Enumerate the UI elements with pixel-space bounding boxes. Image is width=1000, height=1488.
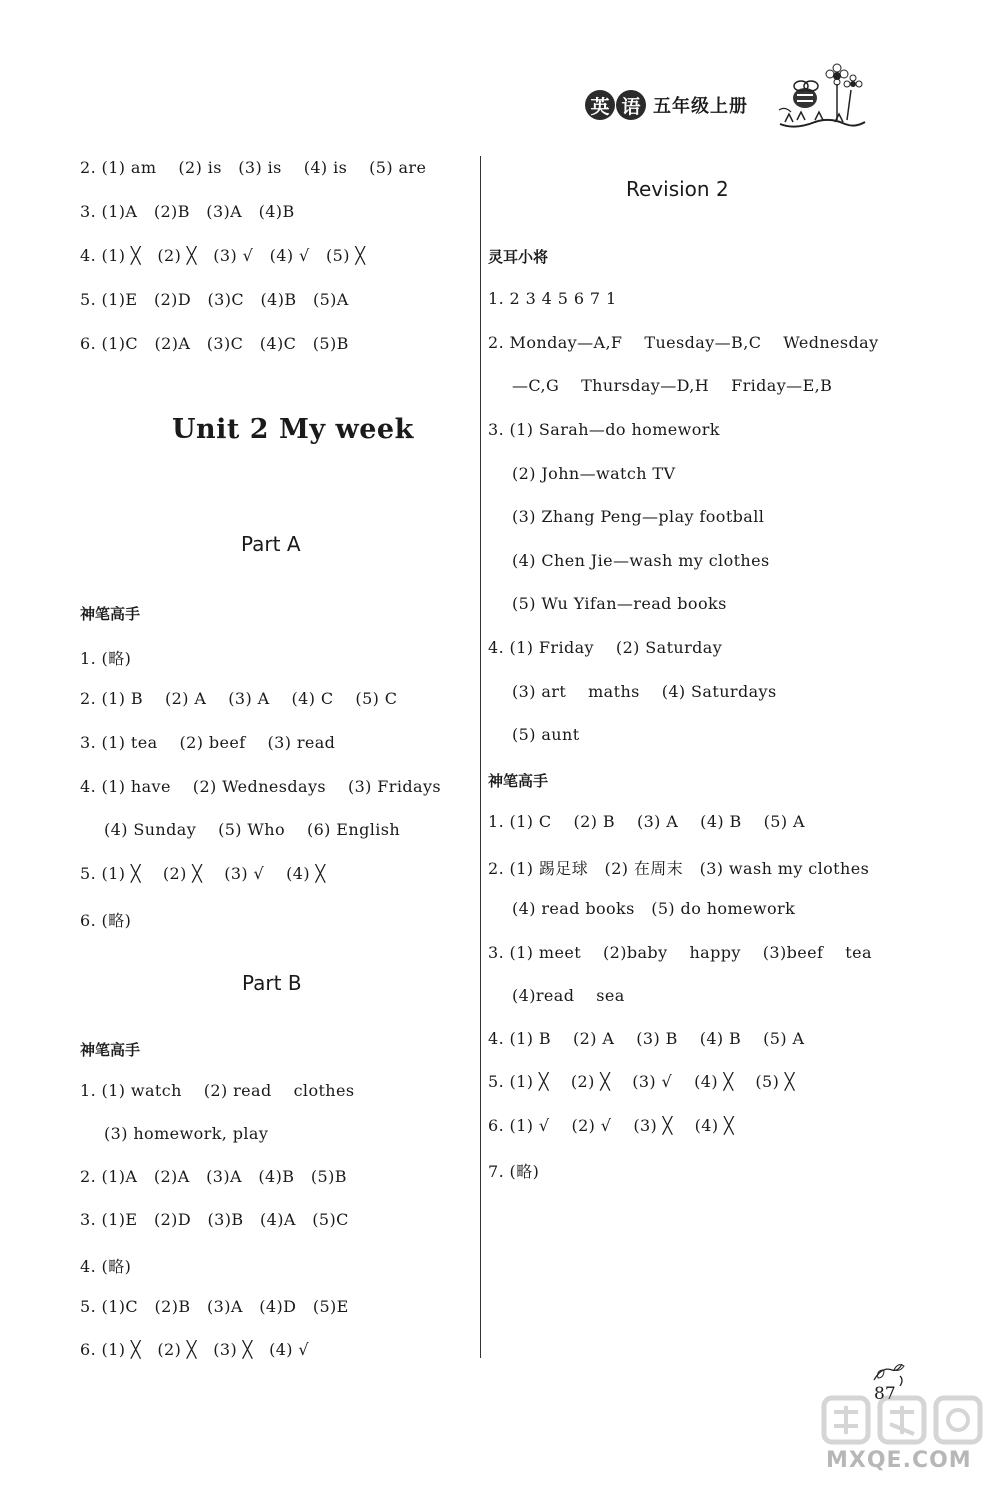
part-b-title: Part B <box>242 971 302 995</box>
answer-line: 5. (1) ╳ (2) ╳ (3) √ (4) ╳ (5) ╳ <box>488 1072 795 1091</box>
answer-line: 5. (1)E (2)D (3)C (4)B (5)A <box>80 290 349 309</box>
answer-line: 1. (1) watch (2) read clothes <box>80 1081 355 1100</box>
answer-line: (5) Wu Yifan—read books <box>512 594 727 613</box>
answer-line: 1. (1) C (2) B (3) A (4) B (5) A <box>488 812 805 831</box>
answer-line: 7. (略) <box>488 1162 540 1181</box>
leaf-icon <box>868 1360 908 1386</box>
answer-line: 3. (1)A (2)B (3)A (4)B <box>80 202 295 221</box>
answer-line: (2) John—watch TV <box>512 464 676 483</box>
watermark-logo <box>820 1392 990 1448</box>
answer-line: 6. (1) ╳ (2) ╳ (3) ╳ (4) √ <box>80 1340 310 1359</box>
answer-line: (4) Chen Jie—wash my clothes <box>512 551 770 570</box>
grade-label: 五年级上册 <box>653 96 748 117</box>
answer-line: (3) art maths (4) Saturdays <box>512 682 777 701</box>
answer-line: 4. (1) ╳ (2) ╳ (3) √ (4) √ (5) ╳ <box>80 246 366 265</box>
answer-line: 1. 2 3 4 5 6 7 1 <box>488 289 617 308</box>
bee-flower-icon <box>775 62 870 132</box>
answer-line: 1. (略) <box>80 649 132 668</box>
answer-line: (3) Zhang Peng—play football <box>512 507 765 526</box>
section-heading: 神笔高手 <box>488 772 549 790</box>
page-number: 87 <box>874 1384 896 1404</box>
answer-line: 6. (1)C (2)A (3)C (4)C (5)B <box>80 334 349 353</box>
answer-line: 2. Monday—A,F Tuesday—B,C Wednesday <box>488 333 879 352</box>
subject-char-1: 英 <box>585 90 615 120</box>
watermark-text: MXQE.COM <box>826 1448 972 1473</box>
page-header <box>585 62 885 142</box>
answer-line: (5) aunt <box>512 725 580 744</box>
answer-line: 6. (略) <box>80 911 132 930</box>
answer-line: (4) read books (5) do homework <box>512 899 796 918</box>
answer-line: —C,G Thursday—D,H Friday—E,B <box>512 376 833 395</box>
answer-line: 3. (1) tea (2) beef (3) read <box>80 733 336 752</box>
answer-line: 3. (1) meet (2)baby happy (3)beef tea <box>488 943 872 962</box>
answer-line: 3. (1)E (2)D (3)B (4)A (5)C <box>80 1210 349 1229</box>
answer-line: 2. (1)A (2)A (3)A (4)B (5)B <box>80 1167 347 1186</box>
section-heading: 灵耳小将 <box>488 248 549 266</box>
answer-line: 4. (1) have (2) Wednesdays (3) Fridays <box>80 777 442 796</box>
answer-line: 2. (1) B (2) A (3) A (4) C (5) C <box>80 689 398 708</box>
column-divider <box>480 156 481 1358</box>
unit-title: Unit 2 My week <box>172 414 414 445</box>
answer-line: (3) homework, play <box>104 1124 269 1143</box>
revision-title: Revision 2 <box>626 177 729 201</box>
answer-line: (4)read sea <box>512 986 625 1005</box>
answer-line: 4. (略) <box>80 1257 132 1276</box>
answer-line: 3. (1) Sarah—do homework <box>488 420 720 439</box>
answer-line: 2. (1) am (2) is (3) is (4) is (5) are <box>80 158 427 177</box>
section-heading: 神笔高手 <box>80 605 141 623</box>
answer-line: 5. (1) ╳ (2) ╳ (3) √ (4) ╳ <box>80 864 326 883</box>
answer-line: 6. (1) √ (2) √ (3) ╳ (4) ╳ <box>488 1116 735 1135</box>
section-heading: 神笔高手 <box>80 1041 141 1059</box>
answer-line: 4. (1) B (2) A (3) B (4) B (5) A <box>488 1029 805 1048</box>
answer-line: 5. (1)C (2)B (3)A (4)D (5)E <box>80 1297 349 1316</box>
part-a-title: Part A <box>241 532 301 556</box>
answer-line: 4. (1) Friday (2) Saturday <box>488 638 723 657</box>
answer-line: 2. (1) 踢足球 (2) 在周末 (3) wash my clothes <box>488 859 870 878</box>
answer-line: (4) Sunday (5) Who (6) English <box>104 820 401 839</box>
book-title <box>585 90 748 120</box>
subject-char-2: 语 <box>616 90 646 120</box>
